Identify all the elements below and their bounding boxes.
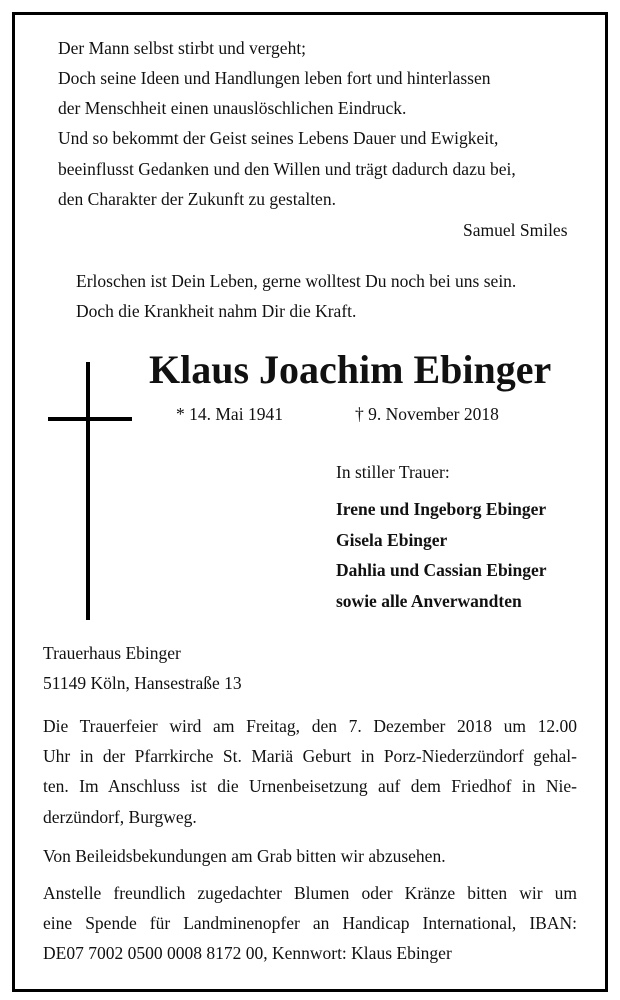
verse-line: Erloschen ist Dein Leben, gerne wolltest Du noch bei uns sein. — [76, 271, 517, 291]
mourner-name: Gisela Ebinger — [336, 530, 448, 550]
mourner-name: Irene und Ingeborg Ebinger — [336, 499, 547, 519]
quote-line: Doch seine Ideen und Handlungen leben fort und hinterlassen — [58, 68, 491, 88]
death-date: † 9. November 2018 — [355, 404, 499, 424]
mourner-name: sowie alle Anverwandten — [336, 591, 522, 611]
cross-icon-bar — [48, 417, 132, 421]
deceased-name: Klaus Joachim Ebinger — [149, 347, 552, 392]
quote-author: Samuel Smiles — [463, 220, 568, 240]
mourner-name: Dahlia und Cassian Ebinger — [336, 560, 547, 580]
quote-line: Und so bekommt der Geist seines Lebens Dauer und Ewigkeit, — [58, 128, 499, 148]
donation-line: Anstelle freundlich zugedachter Blumen oder Kränze bitten wir um — [43, 883, 577, 903]
quote-line: den Charakter der Zukunft zu gestalten. — [58, 189, 336, 209]
cross-icon — [86, 362, 90, 620]
address-line: Trauerhaus Ebinger — [43, 643, 181, 663]
address-line: 51149 Köln, Hansestraße 13 — [43, 673, 242, 693]
verse-line: Doch die Krankheit nahm Dir die Kraft. — [76, 301, 357, 321]
funeral-line: ten. Im Anschluss ist die Urnenbeisetzung auf dem Friedhof in Nie- — [43, 776, 577, 796]
donation-line: DE07 7002 0500 0008 8172 00, Kennwort: Klaus Ebinger — [43, 943, 452, 963]
funeral-line: Uhr in der Pfarrkirche St. Mariä Geburt in Porz-Niederzündorf gehal- — [43, 746, 577, 766]
mourners-intro: In stiller Trauer: — [336, 462, 450, 482]
funeral-line: Die Trauerfeier wird am Freitag, den 7. Dezember 2018 um 12.00 — [43, 716, 577, 736]
condolence-note: Von Beileidsbekundungen am Grab bitten wir abzusehen. — [43, 846, 446, 866]
quote-line: Der Mann selbst stirbt und vergeht; — [58, 38, 307, 58]
funeral-line: derzündorf, Burgweg. — [43, 807, 197, 827]
birth-date: * 14. Mai 1941 — [176, 404, 283, 424]
quote-line: der Menschheit einen unauslöschlichen Eindruck. — [58, 98, 407, 118]
quote-line: beeinflusst Gedanken und den Willen und trägt dadurch dazu bei, — [58, 159, 516, 179]
donation-line: eine Spende für Landminenopfer an Handicap International, IBAN: — [43, 913, 577, 933]
